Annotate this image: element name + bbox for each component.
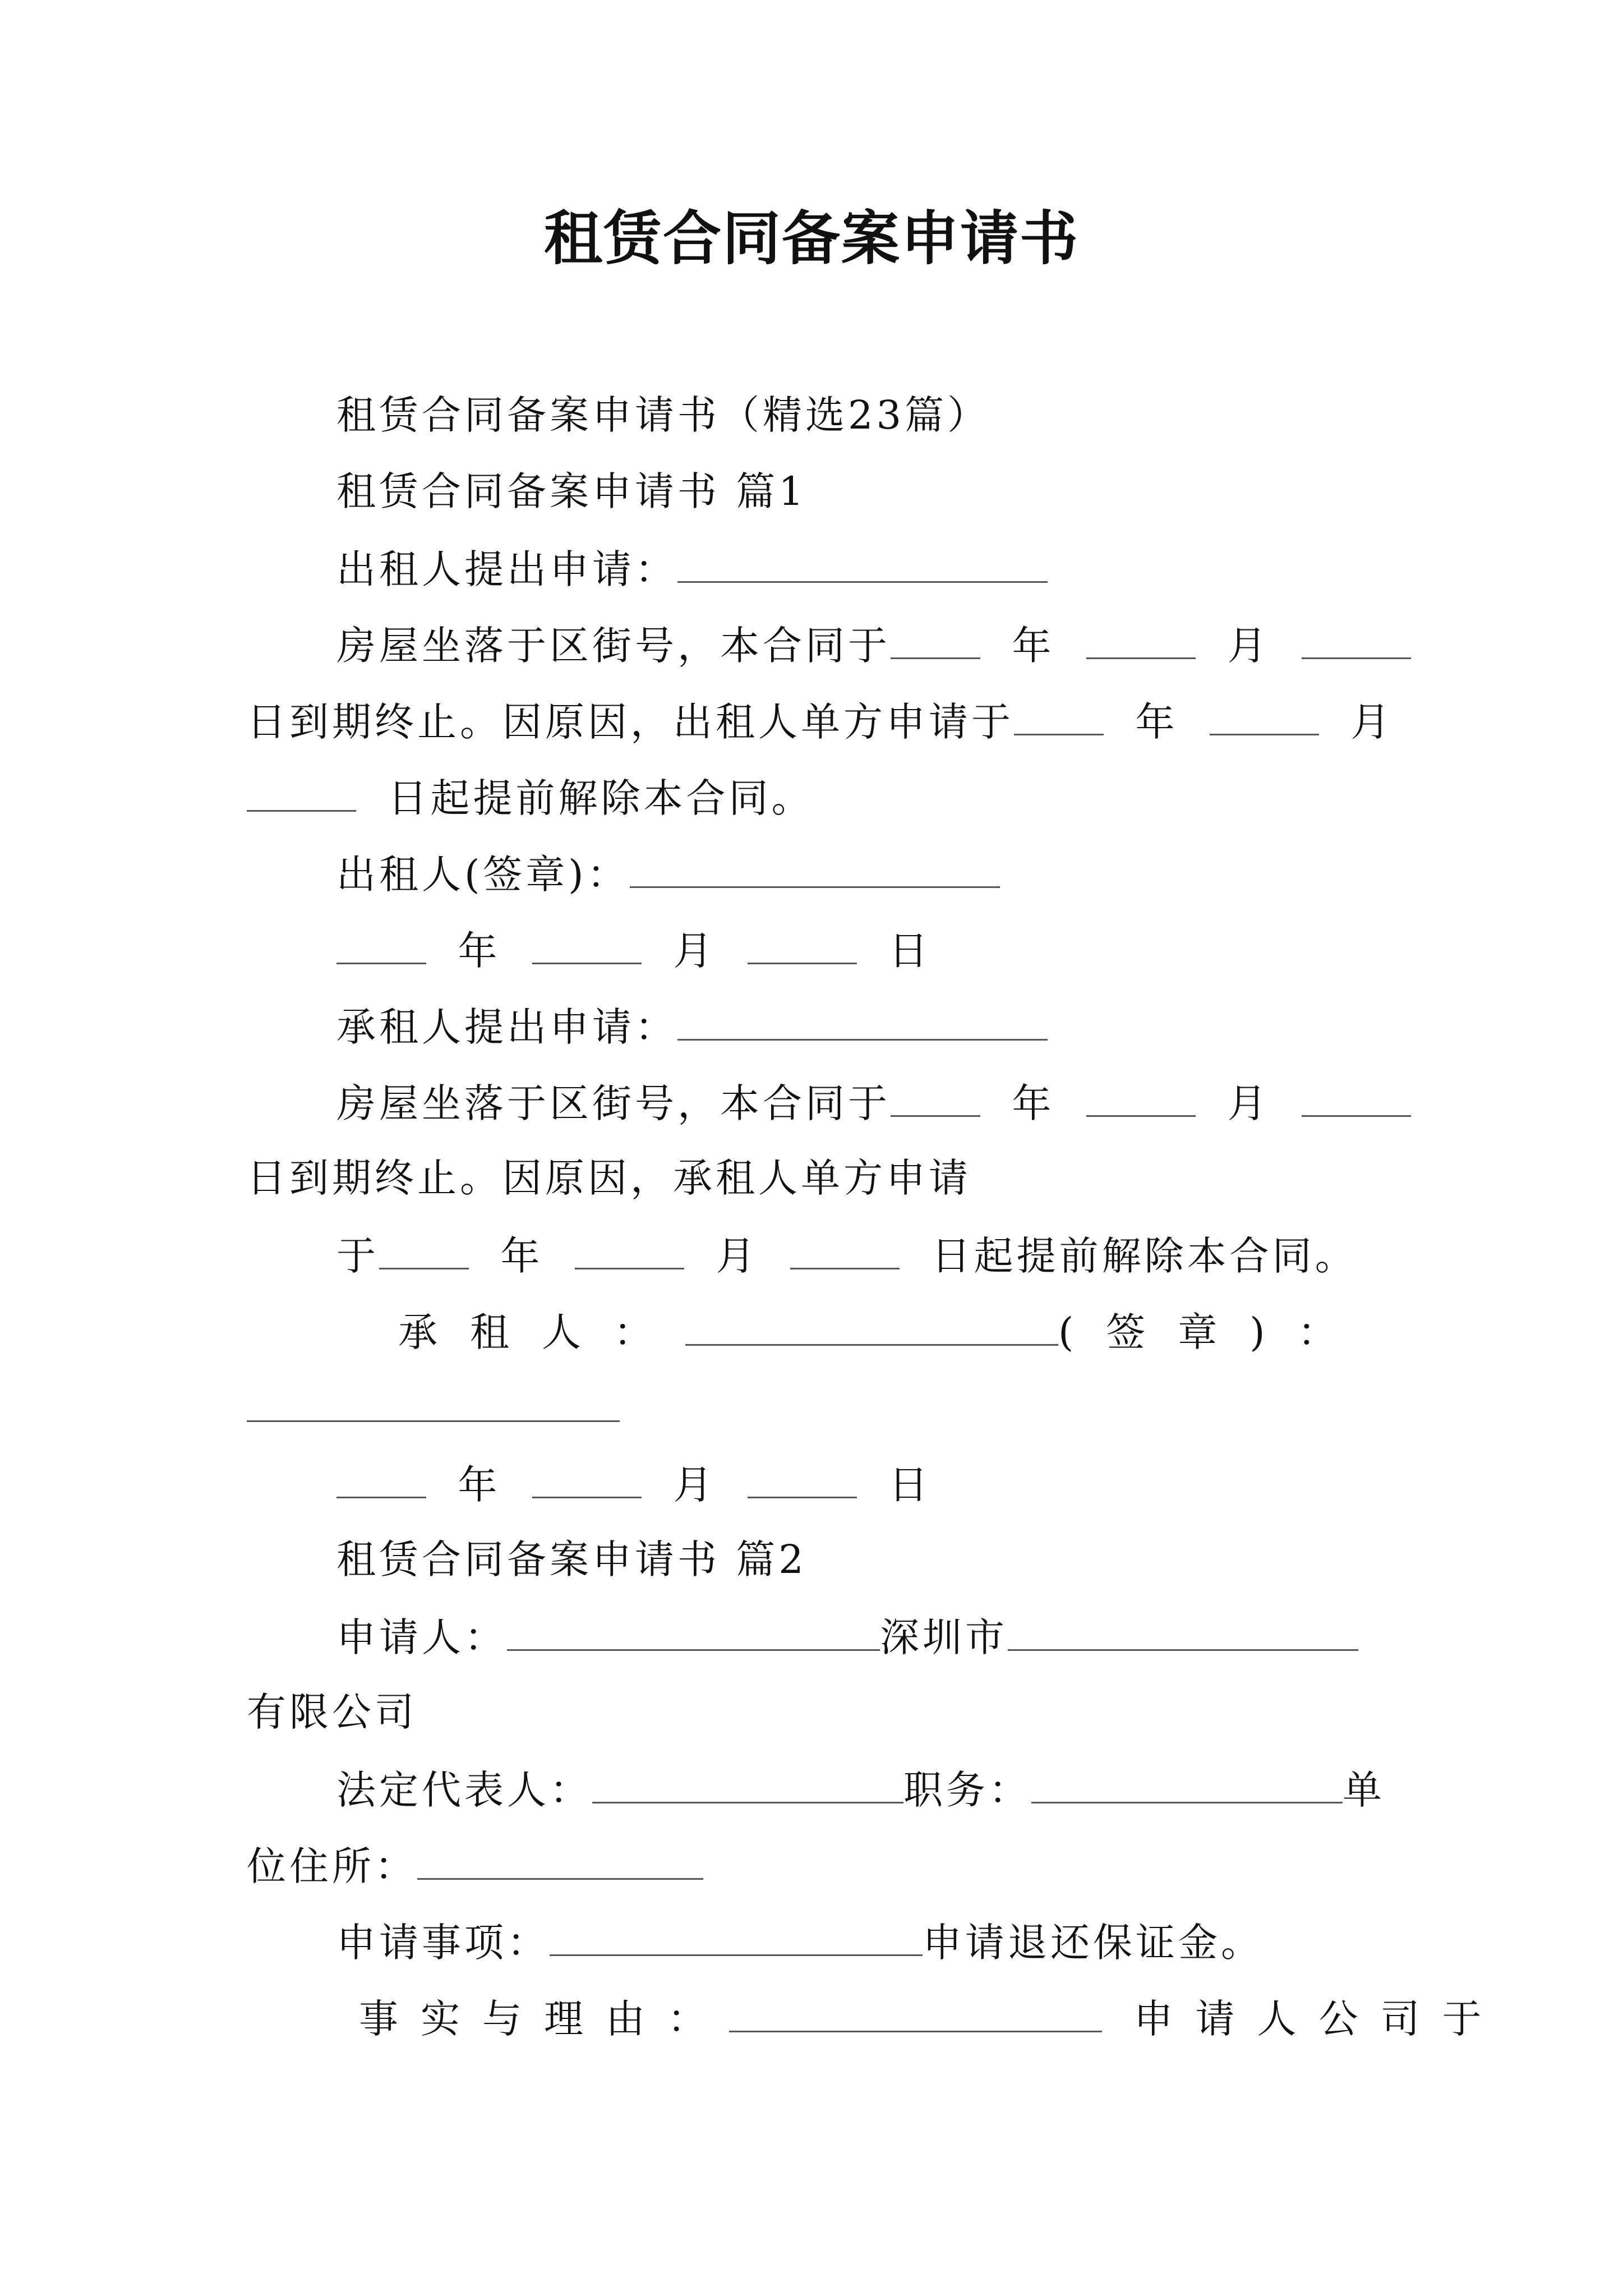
facts-blank [729, 1989, 1102, 2032]
lessor-apply-label: 出租人提出申请： [336, 546, 677, 592]
lessee-seal-label: (签章)： [1058, 1309, 1370, 1355]
lessor-sign-blank [630, 845, 1000, 888]
blank [247, 769, 356, 812]
position-label: 职务： [903, 1767, 1031, 1813]
blank [891, 616, 980, 659]
lessor-para-text-1: 房屋坐落于区街号，本合同于 [336, 623, 891, 669]
lessor-para-line-2 [247, 692, 1394, 750]
blank [336, 1455, 426, 1498]
city-label: 深圳市 [880, 1614, 1008, 1660]
lessee-para-line-1 [336, 1074, 1411, 1131]
facts-text: 申请人公司于 [1133, 1996, 1504, 2042]
lessee-sign-continuation [247, 1379, 620, 1437]
lessee-sign-blank [685, 1303, 1058, 1346]
month-label: 月 [1227, 1080, 1270, 1126]
lessee-seal-blank [247, 1379, 620, 1422]
year-label: 年 [500, 1233, 543, 1279]
blank [1086, 616, 1196, 659]
section-heading-1: 租赁合同备案申请书 篇1 [336, 468, 807, 514]
lessor-sign-label: 出租人(签章)： [336, 852, 630, 898]
lessor-para-line-3 [247, 769, 814, 826]
year-label: 年 [458, 1462, 501, 1508]
address-blank [417, 1837, 703, 1880]
lessor-para-text-2: 日到期终止。因原因，出租人单方申请于 [247, 699, 1014, 745]
facts-line [359, 1989, 1504, 2047]
address-label-end: 位住所： [247, 1843, 417, 1889]
applicant-blank [507, 1608, 880, 1651]
blank [1302, 1074, 1411, 1117]
company-blank [1008, 1608, 1358, 1651]
lessee-para-prefix: 于 [336, 1233, 379, 1279]
blank [1302, 616, 1411, 659]
lessee-apply-label: 承租人提出申请： [336, 1004, 677, 1050]
address-line [247, 1837, 703, 1894]
lessee-apply-blank [677, 997, 1048, 1041]
year-label: 年 [1012, 623, 1055, 669]
blank [748, 1455, 857, 1498]
month-label: 月 [1227, 623, 1270, 669]
year-label: 年 [1135, 699, 1178, 745]
matter-blank [550, 1913, 923, 1956]
matter-label: 申请事项： [336, 1920, 550, 1966]
lessor-apply-blank [677, 540, 1048, 583]
lessor-para-text-3: 日起提前解除本合同。 [388, 775, 814, 821]
blank [1014, 692, 1104, 735]
legal-rep-label: 法定代表人： [336, 1767, 592, 1813]
blank [891, 1074, 980, 1117]
applicant-line [336, 1608, 1358, 1665]
lessee-date-line [336, 1455, 932, 1513]
blank [532, 921, 642, 964]
position-blank [1031, 1760, 1343, 1803]
lessee-apply-line [336, 997, 1048, 1055]
blank [748, 921, 857, 964]
lessee-para-suffix: 日起提前解除本合同。 [931, 1233, 1358, 1279]
blank [1086, 1074, 1196, 1117]
month-label: 月 [673, 928, 716, 974]
applicant-label: 申请人： [336, 1614, 507, 1660]
lessor-apply-line [336, 540, 1048, 597]
day-label: 日 [888, 1462, 932, 1508]
facts-label: 事实与理由： [359, 1996, 729, 2042]
blank [1210, 692, 1319, 735]
year-label: 年 [1012, 1080, 1055, 1126]
blank [575, 1226, 684, 1269]
blank [336, 921, 426, 964]
blank [532, 1455, 642, 1498]
document-title: 租赁合同备案申请书 [543, 204, 1079, 273]
lessee-sign-line [398, 1303, 1370, 1360]
lessor-sign-line [336, 845, 1000, 903]
year-label: 年 [458, 928, 501, 974]
company-suffix: 有限公司 [247, 1689, 417, 1735]
address-label-start: 单 [1343, 1767, 1385, 1813]
blank [790, 1226, 900, 1269]
month-label: 月 [673, 1462, 716, 1508]
lessee-para-line-2: 日到期终止。因原因，承租人单方申请 [247, 1155, 971, 1201]
matter-line [336, 1913, 1264, 1971]
lessee-para-text-1: 房屋坐落于区街号，本合同于 [336, 1080, 891, 1126]
matter-text: 申请退还保证金。 [923, 1920, 1264, 1966]
blank [379, 1226, 469, 1269]
section-heading-2: 租赁合同备案申请书 篇2 [336, 1536, 807, 1582]
lessee-para-line-3 [336, 1226, 1358, 1284]
lessor-para-line-1 [336, 616, 1411, 674]
month-label: 月 [716, 1233, 759, 1279]
lessee-sign-label: 承租人： [398, 1309, 685, 1355]
lessor-date-line [336, 921, 932, 979]
legal-rep-blank [592, 1760, 903, 1803]
document-subtitle: 租赁合同备案申请书（精选23篇） [336, 392, 990, 438]
day-label: 日 [888, 928, 932, 974]
month-label: 月 [1350, 699, 1394, 745]
legal-rep-line [336, 1760, 1385, 1818]
